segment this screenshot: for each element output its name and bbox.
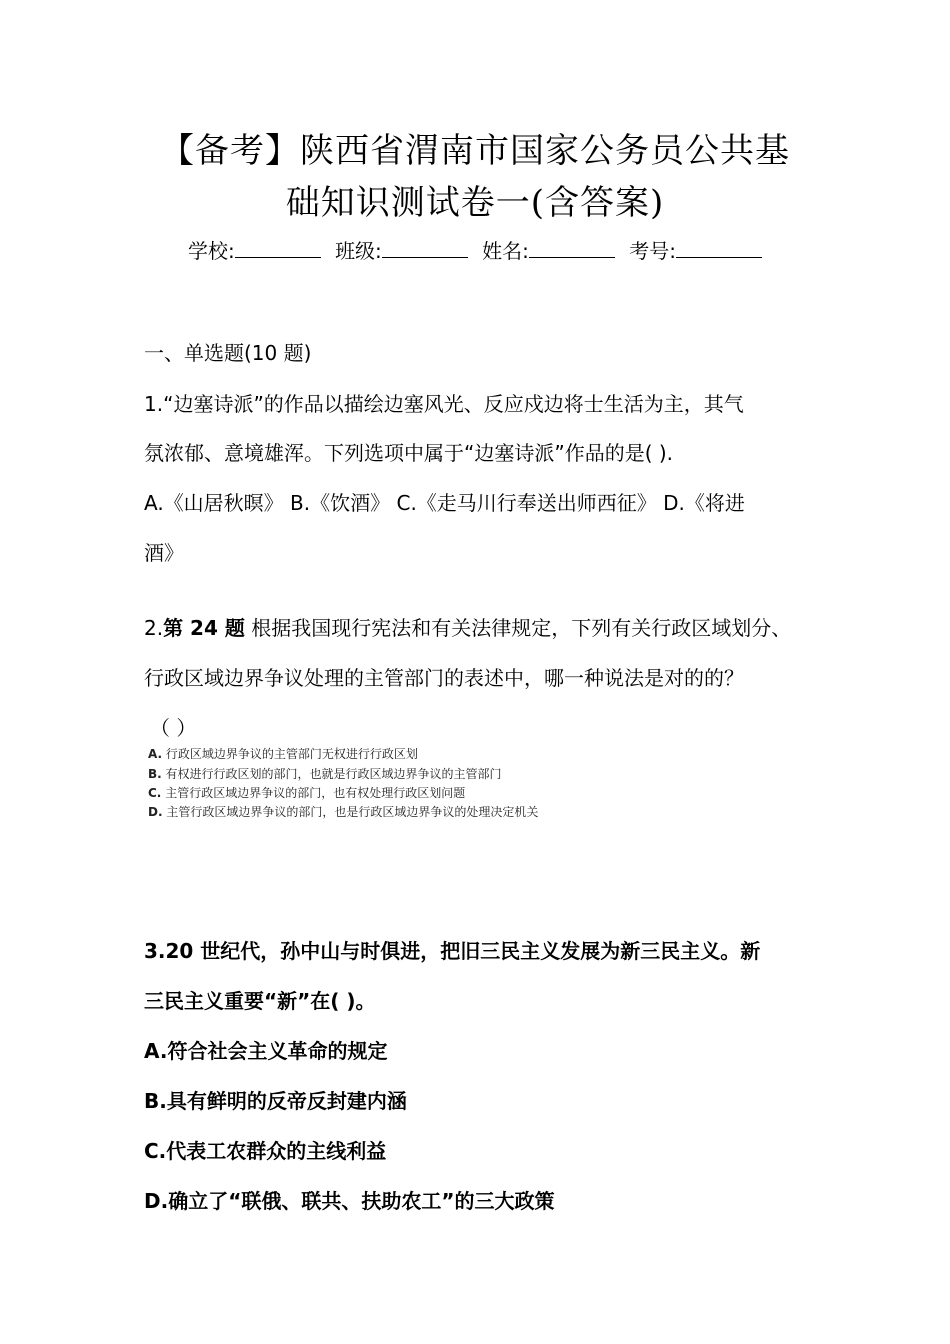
q2-stem-rest: 根据我国现行宪法和有关法律规定，下列有关行政区域划分、 (244, 616, 792, 640)
q2-option-a-letter: A. (148, 747, 163, 761)
q1-options-line-1: A.《山居秋暝》 B.《饮酒》 C.《走马川行奉送出师西征》 D.《将进 (144, 491, 745, 515)
section-heading: 一、单选题(10 题) (144, 341, 312, 365)
q2-stem-line-1 (144, 612, 791, 641)
class-field (335, 239, 468, 263)
q3-option-b: B.具有鲜明的反帝反封建内涵 (144, 1089, 407, 1113)
q2-option-c-text: 主管行政区域边界争议的部门，也有权处理行政区划问题 (165, 786, 466, 800)
q2-option-a (148, 745, 418, 762)
q2-option-b-letter: B. (148, 767, 162, 781)
class-label: 班级: (335, 239, 382, 263)
q2-option-a-text: 行政区域边界争议的主管部门无权进行行政区划 (165, 747, 418, 761)
exam-no-label: 考号: (629, 239, 677, 263)
q3-option-a: A.符合社会主义革命的规定 (144, 1039, 388, 1063)
q2-option-c-letter: C. (148, 786, 162, 800)
name-blank (529, 239, 615, 258)
q3-stem-line-2: 三民主义重要“新”在( )。 (144, 989, 376, 1013)
q2-option-d-letter: D. (148, 805, 163, 819)
q1-options-line-2: 酒》 (144, 541, 184, 565)
q2-number: 2. (144, 616, 164, 640)
q3-option-d: D.确立了“联俄、联共、扶助农工”的三大政策 (144, 1189, 555, 1213)
name-field (482, 239, 615, 263)
q2-option-d (148, 803, 538, 820)
q3-option-c: C.代表工农群众的主线利益 (144, 1139, 387, 1163)
class-blank (382, 239, 468, 258)
q2-option-d-text: 主管行政区域边界争议的部门，也是行政区域边界争议的处理决定机关 (166, 805, 539, 819)
q2-stem-line-2: 行政区域边界争议处理的主管部门的表述中，哪一种说法是对的的？ (144, 666, 744, 690)
document-title-line-2: 础知识测试卷一(含答案) (285, 183, 665, 223)
school-label: 学校: (187, 239, 235, 263)
q2-option-c (148, 784, 465, 801)
q2-option-b-text: 有权进行行政区划的部门，也就是行政区域边界争议的主管部门 (165, 767, 502, 781)
q3-stem-line-1: 3.20 世纪代，孙中山与时俱进，把旧三民主义发展为新三民主义。新 (144, 939, 761, 963)
exam-no-field (629, 239, 762, 263)
q2-option-b (148, 765, 502, 782)
school-blank (235, 239, 321, 258)
q2-answer-paren: （ ） (150, 716, 197, 740)
student-info-line (0, 235, 950, 264)
document-title-line-1: 【备考】陕西省渭南市国家公务员公共基 (160, 131, 790, 171)
name-label: 姓名: (482, 239, 529, 263)
school-field (188, 239, 321, 263)
q2-tag: 第 24 题 (163, 616, 245, 640)
exam-no-blank (676, 239, 762, 258)
q1-stem-line-2: 氛浓郁、意境雄浑。下列选项中属于“边塞诗派”作品的是( ). (144, 441, 674, 465)
q1-stem-line-1: 1.“边塞诗派”的作品以描绘边塞风光、反应戍边将士生活为主，其气 (144, 392, 744, 416)
